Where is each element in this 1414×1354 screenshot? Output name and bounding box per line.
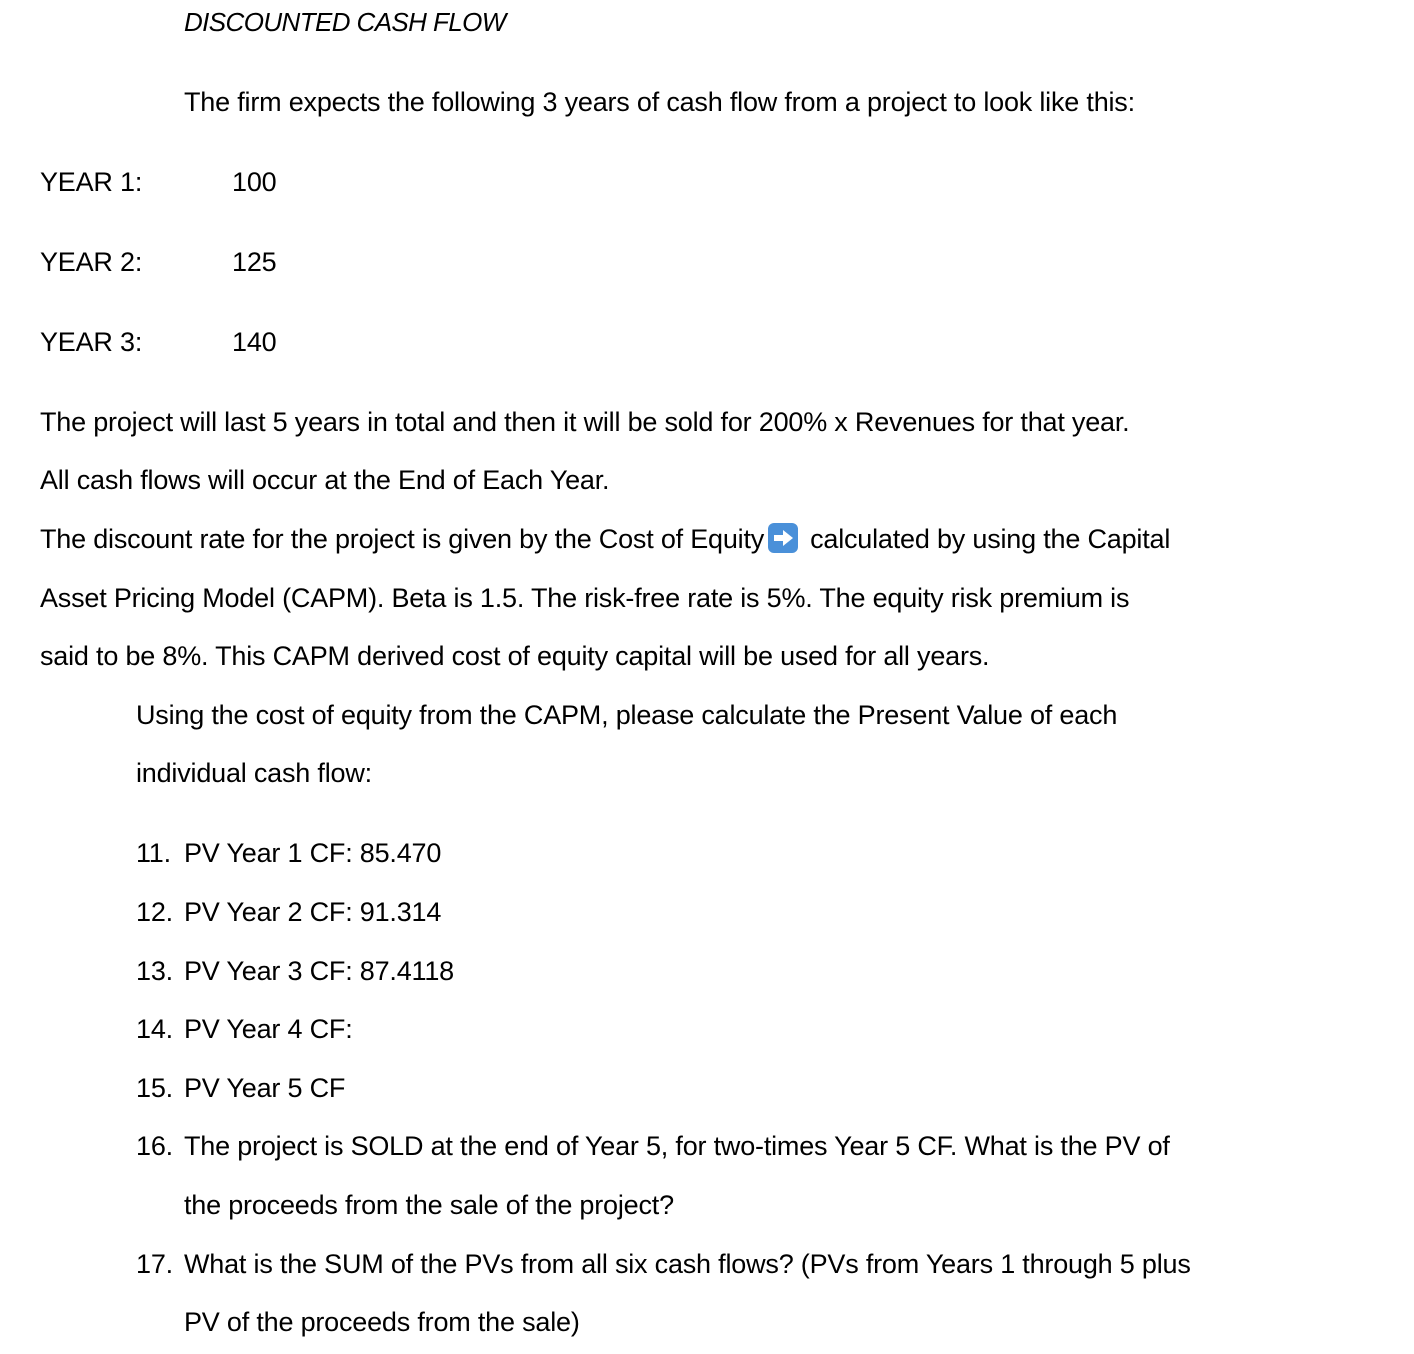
- question-number: 16.: [136, 1131, 173, 1161]
- question-11: [136, 836, 441, 870]
- question-number: 12.: [136, 897, 173, 927]
- cash-flow-label-year-2: YEAR 2:: [40, 247, 143, 277]
- question-text: The project is SOLD at the end of Year 5, for two-times Year 5 CF. What is the PV of: [184, 1131, 1170, 1161]
- paragraph-line-5: said to be 8%. This CAPM derived cost of equity capital will be used for all years.: [40, 641, 990, 671]
- cash-flow-value-year-1: 100: [232, 167, 277, 197]
- question-17-continued: PV of the proceeds from the sale): [184, 1307, 580, 1337]
- paragraph-line-3-start: The discount rate for the project is given by the Cost of Equity: [40, 524, 765, 554]
- paragraph-line-3-end: calculated by using the Capital: [810, 524, 1171, 554]
- cash-flow-value-year-3: 140: [232, 327, 277, 357]
- question-15: [136, 1071, 345, 1105]
- cash-flow-label-year-1: YEAR 1:: [40, 167, 143, 197]
- question-number: 17.: [136, 1249, 173, 1279]
- question-number: 15.: [136, 1073, 173, 1103]
- question-text: PV Year 5 CF: [184, 1073, 346, 1103]
- question-text: PV Year 2 CF: 91.314: [184, 897, 442, 927]
- question-12: [136, 895, 441, 929]
- cash-flow-label-year-3: YEAR 3:: [40, 327, 143, 357]
- instruction-line-2: individual cash flow:: [136, 758, 372, 788]
- question-17: [136, 1247, 1191, 1281]
- question-16: [136, 1129, 1170, 1163]
- intro-text: The firm expects the following 3 years of cash flow from a project to look like this:: [184, 87, 1135, 117]
- instruction-line-1: Using the cost of equity from the CAPM, please calculate the Present Value of each: [136, 700, 1118, 730]
- question-text: PV Year 1 CF: 85.470: [184, 838, 442, 868]
- cash-flow-value-year-2: 125: [232, 247, 277, 277]
- paragraph-line-2: All cash flows will occur at the End of Each Year.: [40, 465, 610, 495]
- question-13: [136, 954, 454, 988]
- question-text: What is the SUM of the PVs from all six cash flows? (PVs from Years 1 through 5 plus: [184, 1249, 1191, 1279]
- question-number: 14.: [136, 1014, 173, 1044]
- question-14: [136, 1012, 353, 1046]
- question-number: 11.: [136, 838, 171, 868]
- paragraph-line-1: The project will last 5 years in total and then it will be sold for 200% x Revenues for that year.: [40, 407, 1130, 437]
- question-number: 13.: [136, 956, 173, 986]
- question-16-continued: the proceeds from the sale of the project?: [184, 1190, 674, 1220]
- document-title: DISCOUNTED CASH FLOW: [184, 7, 506, 37]
- paragraph-line-4: Asset Pricing Model (CAPM). Beta is 1.5. The risk-free rate is 5%. The equity risk premium is: [40, 583, 1130, 613]
- question-text: PV Year 4 CF:: [184, 1014, 353, 1044]
- paragraph-line-3: [40, 522, 1170, 556]
- arrow-right-icon: [768, 523, 798, 553]
- question-text: PV Year 3 CF: 87.4118: [184, 956, 454, 986]
